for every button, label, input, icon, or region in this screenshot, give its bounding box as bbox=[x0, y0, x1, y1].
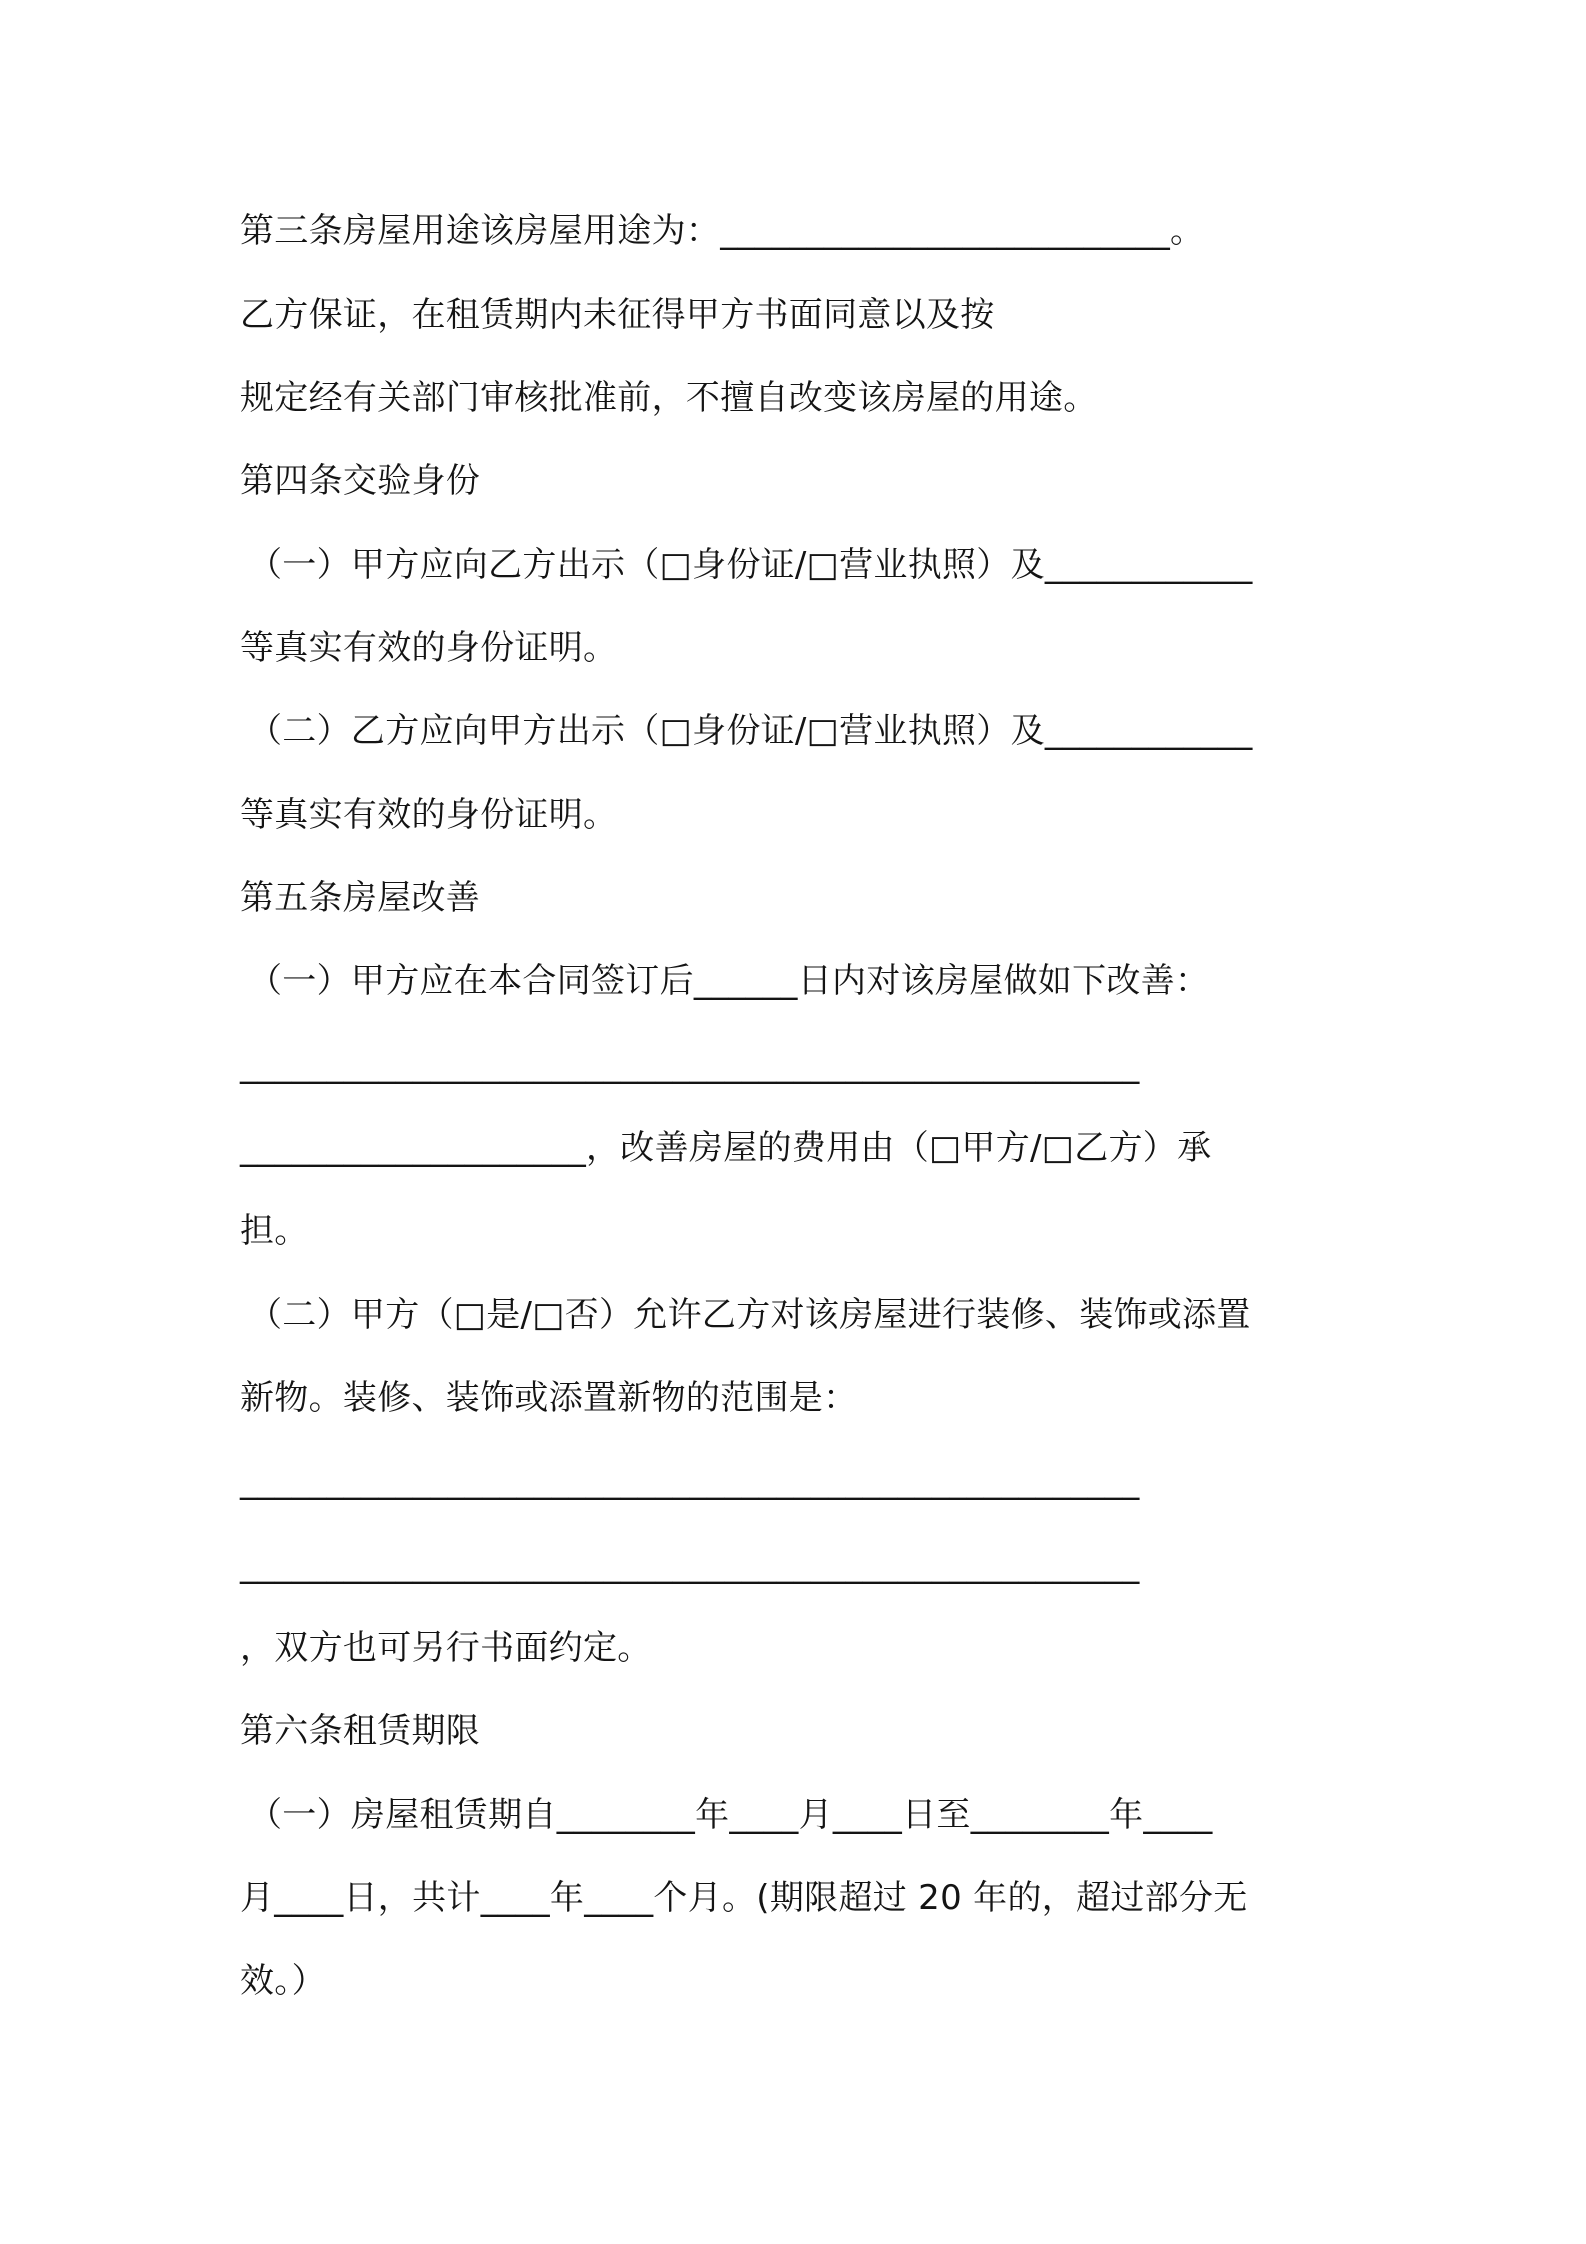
article-3-guarantee-line-2: 规定经有关部门审核批准前，不擅自改变该房屋的用途。 bbox=[240, 378, 1098, 418]
article-5-clause-1-line-3: ____________________，改善房屋的费用由（□甲方/□乙方）承 bbox=[240, 1128, 1212, 1168]
article-6-heading: 第六条租赁期限 bbox=[240, 1711, 481, 1751]
article-6-clause-1-line-3: 效。） bbox=[240, 1961, 326, 2001]
article-5-clause-2-line-2: 新物。装修、装饰或添置新物的范围是： bbox=[240, 1378, 858, 1418]
article-4-clause-2-line-2: 等真实有效的身份证明。 bbox=[240, 795, 618, 835]
article-4-clause-1-line-1: （一）甲方应向乙方出示（□身份证/□营业执照）及____________ bbox=[248, 545, 1253, 585]
article-5-clause-1-line-1: （一）甲方应在本合同签订后______日内对该房屋做如下改善： bbox=[248, 961, 1210, 1001]
article-4-clause-1-line-2: 等真实有效的身份证明。 bbox=[240, 628, 618, 668]
article-5-blank-line-3: ____________________________________________________ bbox=[240, 1545, 1140, 1585]
article-5-clause-2-line-1: （二）甲方（□是/□否）允许乙方对该房屋进行装修、装饰或添置 bbox=[248, 1295, 1251, 1335]
article-6-clause-1-line-1: （一）房屋租赁期自________年____月____日至________年____ bbox=[248, 1795, 1213, 1835]
article-5-clause-1-line-4: 担。 bbox=[240, 1211, 309, 1251]
article-5-blank-line-2: ____________________________________________________ bbox=[240, 1461, 1140, 1501]
article-5-clause-2-line-3: ，双方也可另行书面约定。 bbox=[240, 1628, 652, 1668]
article-4-clause-2-line-1: （二）乙方应向甲方出示（□身份证/□营业执照）及____________ bbox=[248, 711, 1253, 751]
article-6-clause-1-line-2: 月____日，共计____年____个月。(期限超过 20 年的，超过部分无 bbox=[240, 1878, 1248, 1918]
article-3-usage-line: 第三条房屋用途该房屋用途为：__________________________。 bbox=[240, 211, 1205, 251]
article-4-heading: 第四条交验身份 bbox=[240, 461, 481, 501]
article-5-heading: 第五条房屋改善 bbox=[240, 878, 481, 918]
article-3-guarantee-line-1: 乙方保证，在租赁期内未征得甲方书面同意以及按 bbox=[240, 295, 995, 335]
article-5-blank-line-1: ____________________________________________________ bbox=[240, 1045, 1140, 1085]
